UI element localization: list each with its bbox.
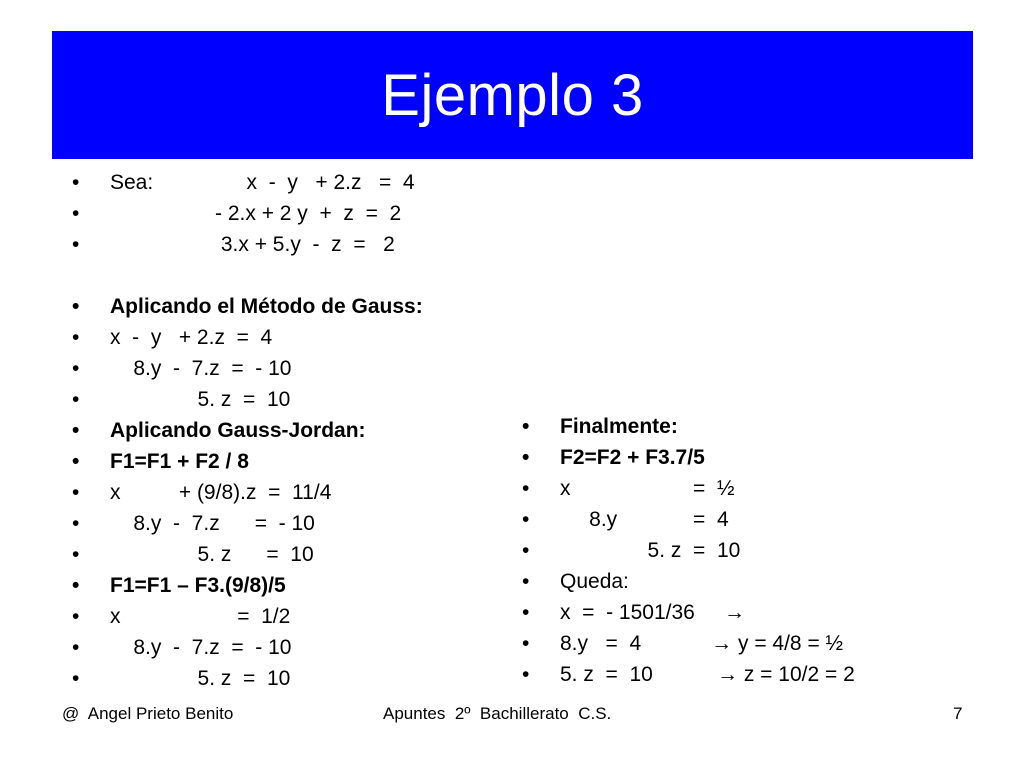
bullet-text: 5. z = 10 [560, 539, 741, 562]
bullet-item [522, 504, 855, 535]
bullet-text: Aplicando Gauss-Jordan: [110, 419, 366, 442]
bullet-item [72, 632, 423, 663]
bullet-text: F1=F1 – F3.(9/8)/5 [110, 574, 286, 597]
bullet-item-heading [522, 411, 855, 442]
bullet-text: x = 1/2 [110, 605, 291, 628]
bullet-result: z = 10/2 = 2 [738, 663, 855, 686]
bullet-item-heading [72, 291, 423, 322]
bullet-item [72, 167, 423, 198]
bullet-text: x - y + 2.z = 4 [110, 326, 273, 349]
bullet-item [522, 535, 855, 566]
bullet-text: 5. z = 10 [110, 388, 291, 411]
footer-author: @ Angel Prieto Benito [62, 704, 234, 723]
bullet-item-operation [72, 570, 423, 601]
bullet-text: Aplicando el Método de Gauss: [110, 295, 423, 318]
right-arrow-icon: → [711, 632, 733, 655]
bullet-item [522, 566, 855, 597]
bullet-result: y = 4/8 = ½ [732, 632, 844, 655]
bullet-text: 5. z = 10 [110, 667, 291, 690]
bullet-item [72, 539, 423, 570]
bullet-item [72, 384, 423, 415]
bullet-text: F1=F1 + F2 / 8 [110, 450, 249, 473]
bullet-item [72, 508, 423, 539]
bullet-item [72, 229, 423, 260]
bullet-text: 8.y - 7.z = - 10 [110, 512, 315, 535]
left-bullet-list [72, 167, 423, 694]
bullet-text: 8.y = 4 [560, 632, 712, 655]
bullet-item [72, 353, 423, 384]
bullet-text: Finalmente: [560, 415, 678, 438]
bullet-text: Queda: [560, 570, 629, 593]
bullet-item [72, 322, 423, 353]
right-bullet-list [522, 411, 855, 690]
bullet-item [522, 597, 855, 628]
bullet-item-operation [72, 446, 423, 477]
bullet-item [72, 198, 423, 229]
slide-title: Ejemplo 3 [381, 62, 644, 128]
bullet-item-heading [72, 415, 423, 446]
bullet-item-operation [522, 442, 855, 473]
footer-course: Apuntes 2º Bachillerato C.S. [383, 704, 612, 723]
bullet-text: 5. z = 10 [560, 663, 717, 686]
blank-line [72, 260, 423, 291]
bullet-text: x + (9/8).z = 11/4 [110, 481, 332, 504]
bullet-item [72, 663, 423, 694]
bullet-item [522, 628, 855, 659]
bullet-item [72, 477, 423, 508]
bullet-text: F2=F2 + F3.7/5 [560, 446, 705, 469]
bullet-text: Sea: x - y + 2.z = 4 [110, 171, 415, 194]
bullet-text: 8.y - 7.z = - 10 [110, 636, 292, 659]
bullet-item [72, 601, 423, 632]
page-number: 7 [953, 704, 963, 723]
bullet-item [522, 473, 855, 504]
bullet-text: - 2.x + 2 y + z = 2 [110, 202, 402, 225]
bullet-text: x = ½ [560, 477, 735, 500]
right-arrow-icon: → [717, 663, 738, 686]
right-arrow-icon: → [724, 601, 746, 624]
bullet-text: 8.y = 4 [560, 508, 729, 531]
bullet-item [522, 659, 855, 690]
bullet-text: 3.x + 5.y - z = 2 [110, 233, 395, 256]
bullet-text: 8.y - 7.z = - 10 [110, 357, 292, 380]
title-bar [52, 31, 973, 159]
bullet-text: x = - 1501/36 [560, 601, 725, 624]
bullet-text: 5. z = 10 [110, 543, 314, 566]
